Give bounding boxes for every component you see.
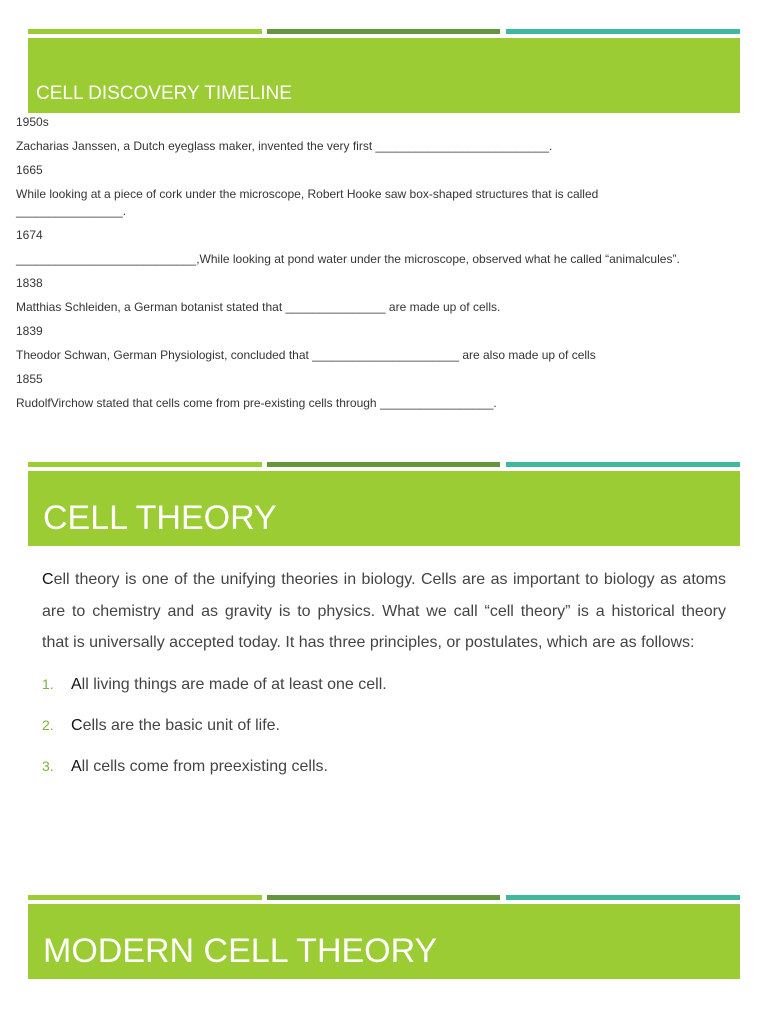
cell-theory-header-box	[28, 471, 740, 546]
list-item-text: All living things are made of at least one cell.	[71, 676, 387, 693]
cell-theory-principles-list	[42, 664, 726, 787]
timeline-year: 1950s	[16, 115, 49, 129]
accent-bar-segment-teal	[506, 29, 740, 34]
accent-bar	[28, 462, 740, 467]
timeline-statement: Theodor Schwan, German Physiologist, concluded that ______________________ are also made up of cells	[16, 348, 596, 362]
list-number: 3.	[42, 758, 54, 774]
timeline-statement: While looking at a piece of cork under the microscope, Robert Hooke saw box-shaped structures that is called ________________.	[16, 187, 599, 218]
timeline-header-box	[28, 38, 740, 113]
timeline-statement: Matthias Schleiden, a German botanist stated that _______________ are made up of cells.	[16, 300, 501, 314]
timeline-statement: Zacharias Janssen, a Dutch eyeglass maker, invented the very first __________________________.	[16, 139, 553, 153]
list-item	[42, 664, 726, 705]
cell-theory-title: CELL THEORY	[43, 499, 277, 537]
accent-bar-segment-teal	[506, 462, 740, 467]
timeline-statement: RudolfVirchow stated that cells come from pre-existing cells through _________________.	[16, 396, 497, 410]
timeline-year: 1839	[16, 324, 43, 338]
cell-theory-intro-paragraph	[42, 564, 726, 659]
timeline-title: CELL DISCOVERY TIMELINE	[36, 83, 292, 104]
paragraph-line: Cell theory is one of the unifying theories in biology. Cells are as important to biology as atoms	[42, 571, 726, 588]
timeline-year: 1674	[16, 228, 43, 242]
paragraph-line: are to chemistry and as gravity is to physics. What we call “cell theory” is a historical theory	[42, 602, 726, 620]
accent-bar-segment-light-green	[28, 29, 262, 34]
accent-bar-segment-dark-green	[267, 462, 500, 467]
accent-bar-segment-light-green	[28, 462, 262, 467]
list-item-text: All cells come from preexisting cells.	[71, 758, 328, 775]
list-item-text: Cells are the basic unit of life.	[71, 717, 280, 734]
list-number: 2.	[42, 717, 54, 733]
timeline-statement: ___________________________,While looking at pond water under the microscope, observed what he called “animalcules”.	[16, 252, 680, 266]
accent-bar	[28, 29, 740, 34]
modern-cell-theory-title: MODERN CELL THEORY	[43, 932, 438, 970]
accent-bar-segment-dark-green	[267, 895, 500, 900]
timeline-list	[16, 114, 696, 419]
accent-bar-segment-teal	[506, 895, 740, 900]
list-number: 1.	[42, 676, 54, 692]
accent-bar-segment-light-green	[28, 895, 262, 900]
paragraph-line: that is universally accepted today. It has three principles, or postulates, which are as follows:	[42, 634, 695, 651]
timeline-year: 1855	[16, 372, 43, 386]
accent-bar	[28, 895, 740, 900]
accent-bar-segment-dark-green	[267, 29, 500, 34]
timeline-year: 1665	[16, 163, 43, 177]
timeline-year: 1838	[16, 276, 43, 290]
list-item	[42, 746, 726, 787]
modern-cell-theory-header-box	[28, 904, 740, 979]
list-item	[42, 705, 726, 746]
